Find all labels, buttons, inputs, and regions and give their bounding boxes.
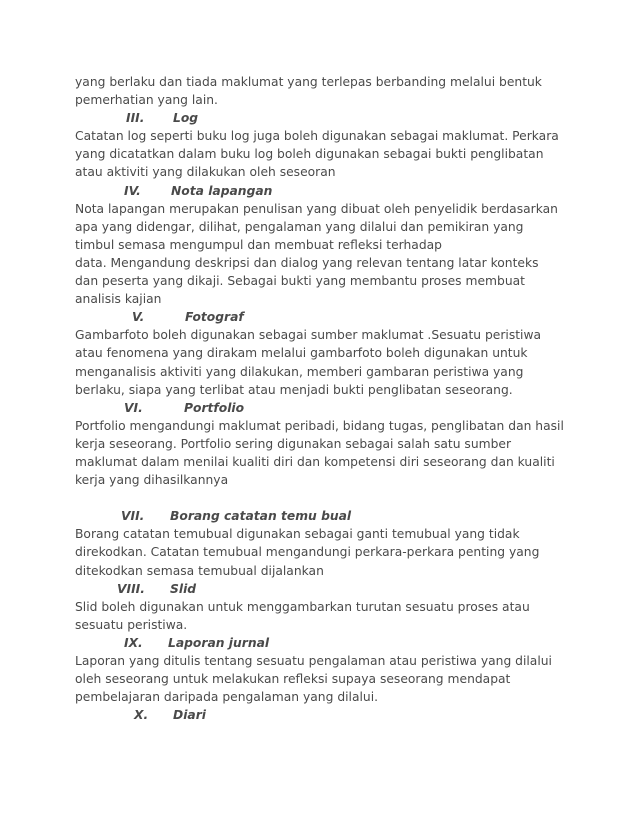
text-line: atau aktiviti yang dilakukan oleh seseoran: [75, 165, 336, 180]
text-line: pembelajaran daripada pengalaman yang dilalui.: [75, 690, 379, 705]
text-line: direkodkan. Catatan temubual mengandungi perkara-perkara penting yang: [75, 545, 540, 560]
section-title: Slid: [170, 581, 197, 596]
text-line: menganalisis aktiviti yang dilakukan, memberi gambaran peristiwa yang: [75, 364, 524, 379]
section-heading-laporan-jurnal: [75, 634, 575, 652]
section-heading-nota-lapangan: [75, 182, 575, 200]
section-title: Fotograf: [185, 310, 244, 325]
section-number: IV.: [124, 183, 141, 198]
text-line: Gambarfoto boleh digunakan sebagai sumber maklumat .Sesuatu peristiwa: [75, 328, 542, 343]
section-number: VII.: [121, 509, 145, 524]
text-line: analisis kajian: [75, 292, 162, 307]
text-line: pemerhatian yang lain.: [75, 93, 218, 108]
text-line: atau fenomena yang dirakam melalui gambarfoto boleh digunakan untuk: [75, 346, 528, 361]
section-heading-slid: [75, 580, 575, 598]
section-heading-log: [75, 109, 575, 127]
text-line: sesuatu peristiwa.: [75, 617, 188, 632]
section-number: III.: [126, 111, 145, 126]
text-line: oleh seseorang untuk melakukan refleksi supaya seseorang mendapat: [75, 672, 511, 687]
section-number: V.: [132, 310, 145, 325]
text-line: maklumat dalam menilai kualiti diri dan kompetensi diri seseorang dan kualiti: [75, 454, 555, 469]
section-heading-diari: [75, 706, 575, 724]
blank-line: [75, 489, 575, 507]
section-title: Laporan jurnal: [168, 635, 270, 650]
section-title: Borang catatan temu bual: [170, 509, 352, 524]
text-line: yang dicatatkan dalam buku log boleh digunakan sebagai bukti penglibatan: [75, 147, 544, 162]
text-line: dan peserta yang dikaji. Sebagai bukti yang membantu proses membuat: [75, 274, 525, 289]
section-title: Log: [173, 111, 199, 126]
text-line: Borang catatan temubual digunakan sebagai ganti temubual yang tidak: [75, 527, 520, 542]
section-number: X.: [134, 708, 149, 723]
text-line: ditekodkan semasa temubual dijalankan: [75, 563, 324, 578]
text-line: berlaku, siapa yang terlibat atau menjadi bukti penglibatan seseorang.: [75, 382, 513, 397]
text-line: Catatan log seperti buku log juga boleh digunakan sebagai maklumat. Perkara: [75, 129, 559, 144]
section-heading-fotograf: [75, 308, 575, 326]
section-number: VIII.: [117, 581, 145, 596]
text-line: data. Mengandung deskripsi dan dialog yang relevan tentang latar konteks: [75, 255, 539, 270]
text-line: kerja seseorang. Portfolio sering digunakan sebagai salah satu sumber: [75, 436, 512, 451]
text-line: Nota lapangan merupakan penulisan yang dibuat oleh penyelidik berdasarkan: [75, 201, 558, 216]
text-line: Slid boleh digunakan untuk menggambarkan turutan sesuatu proses atau: [75, 599, 530, 614]
section-title: Portfolio: [184, 400, 245, 415]
section-number: VI.: [124, 400, 143, 415]
section-number: IX.: [124, 635, 143, 650]
section-title: Diari: [173, 708, 206, 723]
section-heading-borang-catatan: [75, 507, 575, 525]
text-line: yang berlaku dan tiada maklumat yang terlepas berbanding melalui bentuk: [75, 75, 542, 89]
document-body: [75, 73, 575, 724]
section-title: Nota lapangan: [171, 183, 273, 198]
text-line: Portfolio mengandungi maklumat peribadi, bidang tugas, penglibatan dan hasil: [75, 418, 564, 433]
text-line: timbul semasa mengumpul dan membuat refleksi terhadap: [75, 237, 442, 252]
section-heading-portfolio: [75, 399, 575, 417]
text-line: Laporan yang ditulis tentang sesuatu pengalaman atau peristiwa yang dilalui: [75, 654, 552, 668]
text-line: apa yang didengar, dilihat, pengalaman yang dilalui dan pemikiran yang: [75, 219, 524, 234]
text-line: kerja yang dihasilkannya: [75, 473, 229, 488]
